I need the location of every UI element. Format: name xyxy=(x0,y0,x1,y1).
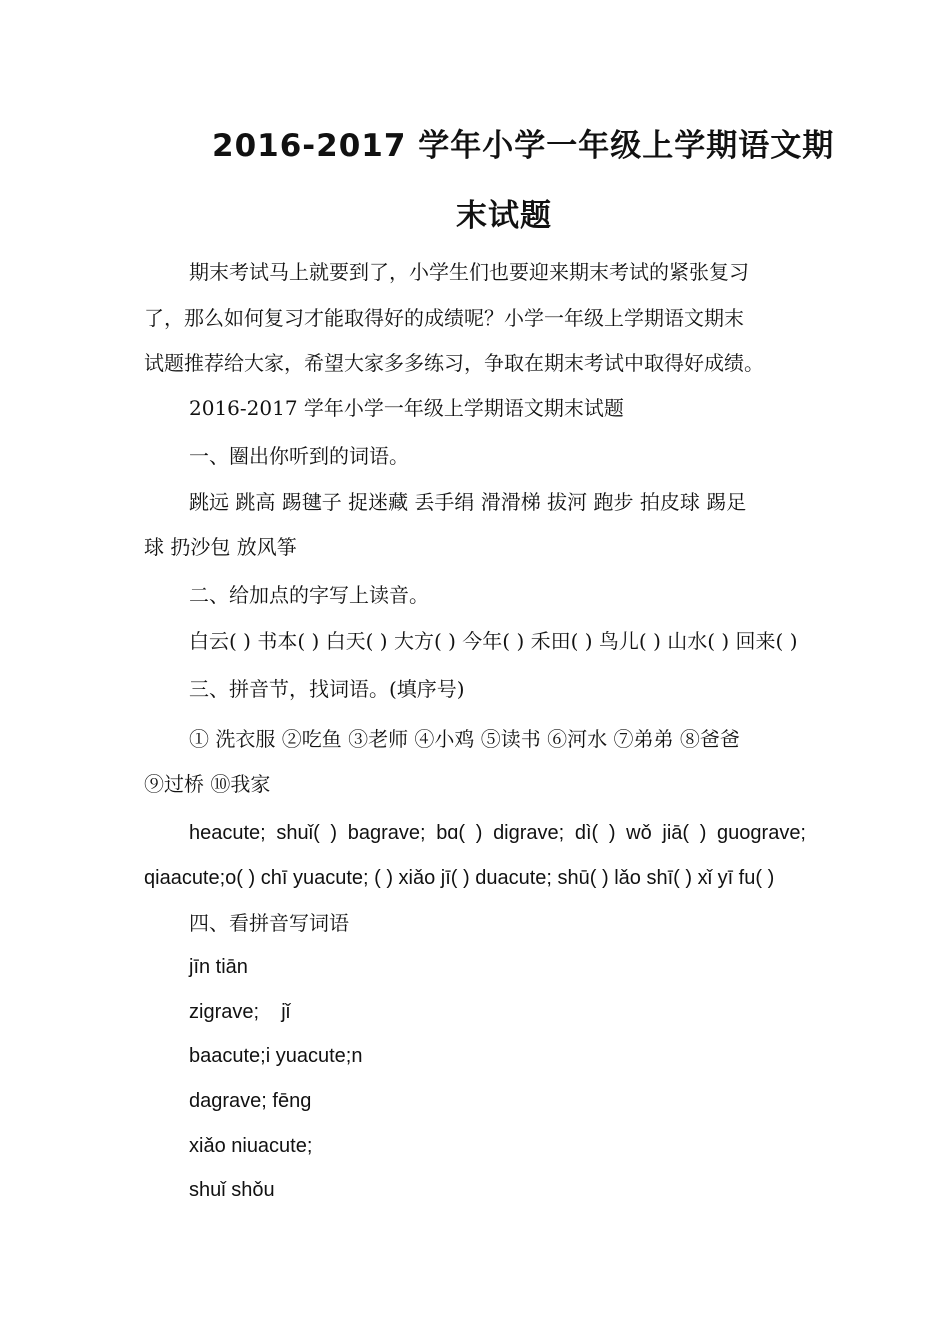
intro-line-3: 试题推荐给大家，希望大家多多练习，争取在期末考试中取得好成绩。 xyxy=(144,351,764,375)
title-line-2: 末试题 xyxy=(456,198,552,234)
section3-pinyin-line-1: heacute; shuǐ( ) bagrave; bɑ( ) digrave; dì( ) wǒ jiā( ) guograve; xyxy=(189,822,806,844)
intro-line-2: 了，那么如何复习才能取得好的成绩呢？小学一年级上学期语文期末 xyxy=(144,306,744,330)
section1-words-line-1: 跳远 跳高 踢毽子 捉迷藏 丢手绢 滑滑梯 拔河 跑步 拍皮球 踢足 xyxy=(189,490,747,514)
section3-heading: 三、拼音节，找词语。(填序号) xyxy=(189,677,465,701)
intro-line-1: 期末考试马上就要到了，小学生们也要迎来期末考试的紧张复习 xyxy=(189,260,749,284)
section3-words-line-1: ① 洗衣服 ②吃鱼 ③老师 ④小鸡 ⑤读书 ⑥河水 ⑦弟弟 ⑧爸爸 xyxy=(189,727,740,751)
section3-words-line-2: ⑨过桥 ⑩我家 xyxy=(144,772,271,796)
subtitle: 2016-2017 学年小学一年级上学期语文期末试题 xyxy=(189,396,624,420)
section4-item: baacute;i yuacute;n xyxy=(189,1045,363,1067)
section4-item: xiǎo niuacute; xyxy=(189,1135,313,1157)
section3-pinyin-line-2: qiaacute;o( ) chī yuacute; ( ) xiǎo jī( ) duacute; shū( ) lǎo shī( ) xǐ yī fu( ) xyxy=(144,867,775,889)
section1-words-line-2: 球 扔沙包 放风筝 xyxy=(144,535,297,559)
title-line-1: 2016-2017 学年小学一年级上学期语文期 xyxy=(212,128,835,164)
section4-item: shuǐ shǒu xyxy=(189,1179,275,1201)
section4-heading: 四、看拼音写词语 xyxy=(189,911,349,935)
section2-heading: 二、给加点的字写上读音。 xyxy=(189,583,429,607)
section4-item: dagrave; fēng xyxy=(189,1090,312,1112)
section4-item: jīn tiān xyxy=(189,956,248,978)
section2-words: 白云( ) 书本( ) 白天( ) 大方( ) 今年( ) 禾田( ) 鸟儿( ) 山水( ) 回来( ) xyxy=(189,629,798,653)
section4-item: zigrave; jǐ xyxy=(189,1001,291,1023)
section1-heading: 一、圈出你听到的词语。 xyxy=(189,444,409,468)
